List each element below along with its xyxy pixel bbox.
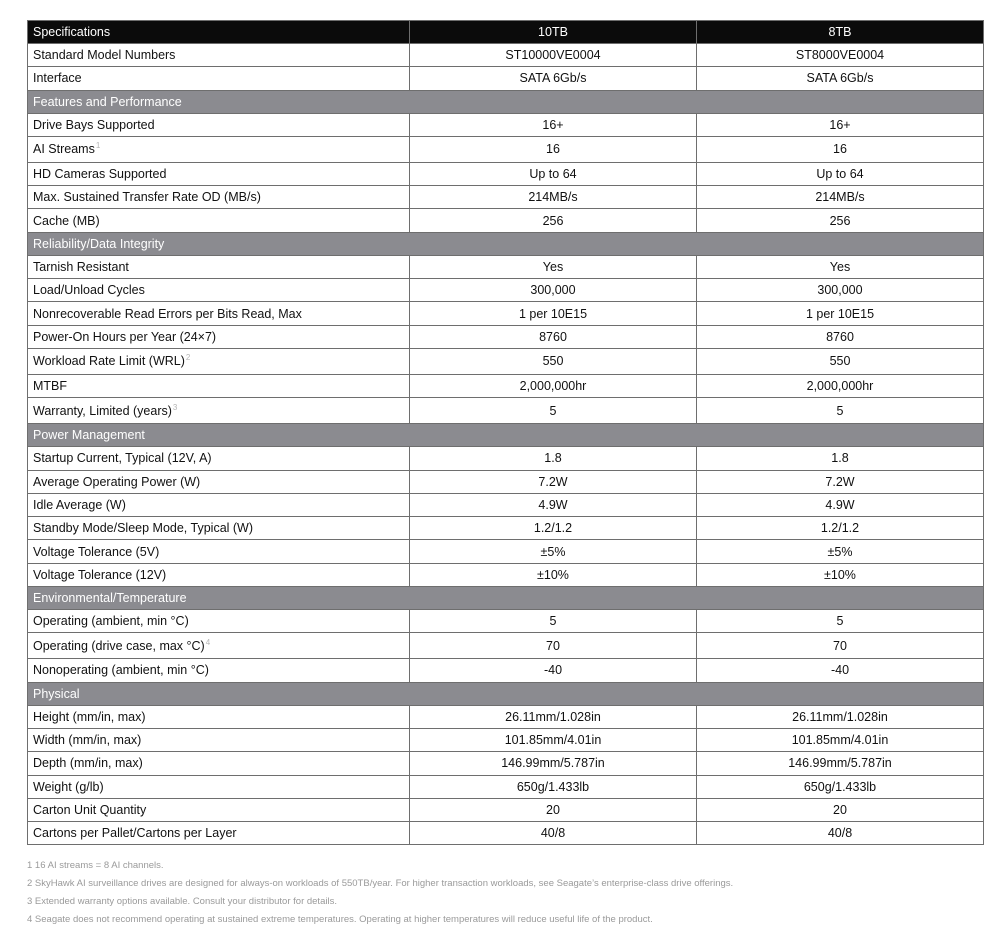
spec-label [28, 136, 410, 162]
value-8tb: 16+ [697, 113, 984, 136]
value-8tb: 16 [697, 136, 984, 162]
section-title: Reliability/Data Integrity [28, 232, 984, 255]
table-row [28, 186, 984, 209]
table-row [28, 563, 984, 586]
section-title: Physical [28, 682, 984, 705]
spec-label [28, 659, 410, 682]
spec-label-text: Max. Sustained Transfer Rate OD (MB/s) [33, 190, 261, 205]
table-row [28, 659, 984, 682]
table-row [28, 517, 984, 540]
spec-label-text: Average Operating Power (W) [33, 474, 201, 489]
value-8tb: SATA 6Gb/s [697, 67, 984, 90]
value-8tb: 7.2W [697, 470, 984, 493]
section-title: Features and Performance [28, 90, 984, 113]
value-8tb: 1 per 10E15 [697, 302, 984, 325]
table-row [28, 113, 984, 136]
value-8tb: 2,000,000hr [697, 374, 984, 397]
value-8tb: 20 [697, 798, 984, 821]
value-10tb: 8760 [410, 325, 697, 348]
spec-label [28, 67, 410, 90]
spec-label-text: Carton Unit Quantity [33, 802, 147, 817]
spec-label-text: Nonrecoverable Read Errors per Bits Read, Max [33, 306, 302, 321]
spec-label [28, 186, 410, 209]
table-row [28, 633, 984, 659]
table-header [28, 21, 984, 44]
value-8tb: 101.85mm/4.01in [697, 728, 984, 751]
value-10tb: SATA 6Gb/s [410, 67, 697, 90]
value-8tb: 4.9W [697, 493, 984, 516]
value-8tb: 214MB/s [697, 186, 984, 209]
footnote: 1 16 AI streams = 8 AI channels. [27, 860, 164, 871]
spec-label [28, 798, 410, 821]
table-row [28, 822, 984, 845]
footnotes [27, 857, 983, 929]
spec-label [28, 563, 410, 586]
value-8tb: 70 [697, 633, 984, 659]
value-10tb: Up to 64 [410, 162, 697, 185]
section-row [28, 682, 984, 705]
value-8tb: 26.11mm/1.028in [697, 705, 984, 728]
table-row [28, 209, 984, 232]
value-10tb: 256 [410, 209, 697, 232]
spec-label-text: AI Streams [33, 142, 95, 157]
spec-label-text: Drive Bays Supported [33, 117, 155, 132]
value-10tb: 40/8 [410, 822, 697, 845]
table-row [28, 374, 984, 397]
table-row [28, 447, 984, 470]
spec-label-text: Depth (mm/in, max) [33, 756, 143, 771]
section-row [28, 232, 984, 255]
value-10tb: 2,000,000hr [410, 374, 697, 397]
value-8tb: 5 [697, 610, 984, 633]
section-row [28, 90, 984, 113]
spec-label [28, 279, 410, 302]
spec-label [28, 493, 410, 516]
spec-label-text: Voltage Tolerance (5V) [33, 544, 160, 559]
spec-label [28, 610, 410, 633]
spec-label [28, 325, 410, 348]
table-row [28, 325, 984, 348]
value-10tb: 26.11mm/1.028in [410, 705, 697, 728]
spec-label-text: Warranty, Limited (years) [33, 403, 172, 418]
value-10tb: 1 per 10E15 [410, 302, 697, 325]
value-10tb: 70 [410, 633, 697, 659]
value-8tb: 8760 [697, 325, 984, 348]
table-row [28, 728, 984, 751]
spec-label [28, 470, 410, 493]
table-row [28, 775, 984, 798]
value-10tb: 5 [410, 610, 697, 633]
table-row [28, 470, 984, 493]
value-10tb: 214MB/s [410, 186, 697, 209]
value-10tb: 16+ [410, 113, 697, 136]
header-8tb: 8TB [697, 21, 984, 44]
spec-label [28, 255, 410, 278]
value-10tb: 146.99mm/5.787in [410, 752, 697, 775]
value-10tb: 101.85mm/4.01in [410, 728, 697, 751]
spec-label [28, 348, 410, 374]
footnote: 4 Seagate does not recommend operating at sustained extreme temperatures. Operating at higher temperatures will reduce useful life of the product. [27, 914, 653, 925]
spec-label-text: Width (mm/in, max) [33, 733, 142, 748]
spec-label-text: Power-On Hours per Year (24×7) [33, 329, 217, 344]
spec-label-text: Interface [33, 71, 82, 86]
value-10tb: 300,000 [410, 279, 697, 302]
section-title: Power Management [28, 424, 984, 447]
value-8tb: 146.99mm/5.787in [697, 752, 984, 775]
spec-label-text: Idle Average (W) [33, 498, 126, 512]
spec-label [28, 447, 410, 470]
spec-label [28, 44, 410, 67]
spec-label-text: Cache (MB) [33, 213, 100, 228]
value-8tb: Up to 64 [697, 162, 984, 185]
table-row [28, 255, 984, 278]
value-8tb: 5 [697, 398, 984, 424]
spec-label-text: Tarnish Resistant [33, 259, 129, 274]
spec-label [28, 113, 410, 136]
table-row [28, 67, 984, 90]
table-row [28, 279, 984, 302]
value-8tb: 256 [697, 209, 984, 232]
spec-label-text: Workload Rate Limit (WRL) [33, 354, 185, 369]
value-10tb: 650g/1.433lb [410, 775, 697, 798]
value-8tb: 650g/1.433lb [697, 775, 984, 798]
spec-label-text: Height (mm/in, max) [33, 709, 146, 724]
spec-label [28, 752, 410, 775]
spec-label-text: Nonoperating (ambient, min °C) [33, 663, 209, 678]
spec-label-text: Load/Unload Cycles [33, 283, 145, 298]
table-row [28, 493, 984, 516]
footnote-marker: 2 [185, 353, 191, 363]
spec-label-text: Weight (g/lb) [33, 779, 104, 794]
value-10tb: 20 [410, 798, 697, 821]
spec-label-text: Cartons per Pallet/Cartons per Layer [33, 826, 237, 841]
spec-label [28, 705, 410, 728]
value-10tb: 550 [410, 348, 697, 374]
value-8tb: ±10% [697, 563, 984, 586]
table-body [28, 44, 984, 845]
spec-label [28, 822, 410, 845]
value-8tb: 300,000 [697, 279, 984, 302]
value-10tb: 4.9W [410, 493, 697, 516]
spec-sheet [27, 20, 983, 845]
value-8tb: 550 [697, 348, 984, 374]
table-row [28, 302, 984, 325]
value-8tb: 40/8 [697, 822, 984, 845]
spec-label-text: HD Cameras Supported [33, 167, 167, 182]
value-8tb: ST8000VE0004 [697, 44, 984, 67]
footnote: 2 SkyHawk AI surveillance drives are designed for always-on workloads of 550TB/year. For higher transaction workloads, see Seagate’s enterprise-class drive offerings. [27, 878, 734, 889]
table-row [28, 540, 984, 563]
spec-table [27, 20, 984, 845]
value-10tb: ±10% [410, 563, 697, 586]
table-row [28, 162, 984, 185]
value-10tb: 7.2W [410, 470, 697, 493]
spec-label [28, 162, 410, 185]
table-row [28, 398, 984, 424]
spec-label [28, 302, 410, 325]
table-row [28, 798, 984, 821]
value-10tb: ST10000VE0004 [410, 44, 697, 67]
spec-label [28, 374, 410, 397]
spec-label-text: Operating (ambient, min °C) [33, 614, 189, 629]
spec-label [28, 633, 410, 659]
value-10tb: 1.2/1.2 [410, 517, 697, 540]
value-8tb: Yes [697, 255, 984, 278]
spec-label [28, 398, 410, 424]
table-row [28, 348, 984, 374]
value-8tb: -40 [697, 659, 984, 682]
footnote: 3 Extended warranty options available. Consult your distributor for details. [27, 896, 337, 907]
footnote-marker: 4 [205, 637, 211, 647]
section-row [28, 587, 984, 610]
value-10tb: 16 [410, 136, 697, 162]
spec-label [28, 517, 410, 540]
value-10tb: Yes [410, 255, 697, 278]
header-label: Specifications [28, 21, 410, 44]
footnote-marker: 3 [172, 402, 178, 412]
table-row [28, 752, 984, 775]
value-10tb: 1.8 [410, 447, 697, 470]
value-8tb: ±5% [697, 540, 984, 563]
value-10tb: -40 [410, 659, 697, 682]
section-title: Environmental/Temperature [28, 587, 984, 610]
spec-label [28, 728, 410, 751]
spec-label-text: MTBF [33, 379, 68, 394]
spec-label-text: Startup Current, Typical (12V, A) [33, 451, 212, 466]
value-10tb: 5 [410, 398, 697, 424]
footnote-marker: 1 [95, 141, 101, 151]
spec-label [28, 540, 410, 563]
value-8tb: 1.8 [697, 447, 984, 470]
spec-label [28, 775, 410, 798]
header-10tb: 10TB [410, 21, 697, 44]
table-row [28, 705, 984, 728]
value-8tb: 1.2/1.2 [697, 517, 984, 540]
spec-label-text: Voltage Tolerance (12V) [33, 567, 167, 582]
table-row [28, 44, 984, 67]
table-row [28, 136, 984, 162]
spec-label [28, 209, 410, 232]
value-10tb: ±5% [410, 540, 697, 563]
section-row [28, 424, 984, 447]
spec-label-text: Operating (drive case, max °C) [33, 638, 205, 653]
spec-label-text: Standard Model Numbers [33, 48, 176, 63]
spec-label-text: Standby Mode/Sleep Mode, Typical (W) [33, 521, 254, 536]
table-row [28, 610, 984, 633]
